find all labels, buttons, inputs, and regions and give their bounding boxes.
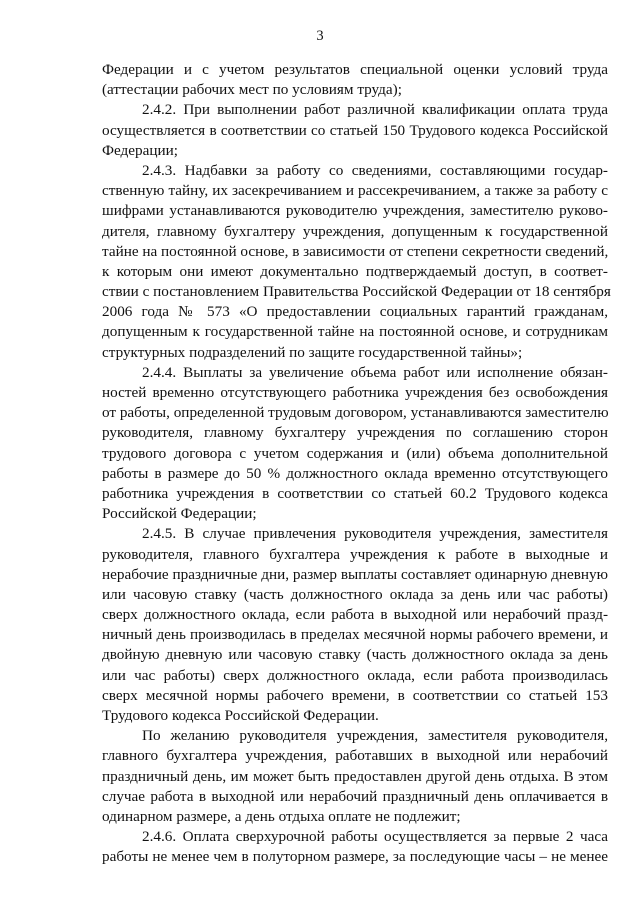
text-line: работы не менее чем в полуторном размере, за последующие часы – не менее xyxy=(102,848,608,866)
text-line: Федерации и с учетом результатов специальной оценки условий труда xyxy=(102,61,608,78)
text-line: ничный день производилась в пределах месячной нормы рабочего времени, и xyxy=(102,626,608,644)
text-line: к которым они имеют документально подтверждаемый доступ, в соответ- xyxy=(102,262,608,280)
text-line: сверх должностного оклада, если работа в выходной или нерабочий празд- xyxy=(102,606,608,624)
text-line: сверх месячной нормы рабочего времени, в соответствии со статьей 153 xyxy=(102,686,608,704)
text-line: ственную тайну, их засекречиванием и рассекречиванием, а также за работу с xyxy=(102,182,608,200)
text-line: случае работа в выходной или нерабочий праздничный день оплачивается в xyxy=(102,787,608,805)
text-line: шифрами устанавливаются руководителю учреждения, заместителю руково- xyxy=(102,202,608,220)
text-line: (аттестации рабочих мест по условиям труда); xyxy=(102,81,402,99)
text-line: Федерации; xyxy=(102,141,178,159)
text-line: нерабочие праздничные дни, размер выплаты составляет одинарную дневную xyxy=(102,565,608,583)
text-line: двойную дневную или часовую ставку (часть должностного оклада за день xyxy=(102,646,608,664)
text-line: 2.4.2. При выполнении работ различной квалификации оплата труда xyxy=(142,101,608,119)
text-line: 2.4.3. Надбавки за работу со сведениями, составляющими государ- xyxy=(142,161,608,179)
text-line: 2006 года № 573 «О предоставлении социальных гарантий гражданам, xyxy=(102,303,608,321)
text-line: 2.4.5. В случае привлечения руководителя учреждения, заместителя xyxy=(142,525,608,543)
text-line: Российской Федерации; xyxy=(102,505,257,523)
text-line: ствии с постановлением Правительства Российской Федерации от 18 сентября xyxy=(102,283,611,301)
text-line: работы в размере до 50 % должностного оклада временно отсутствующего xyxy=(102,464,608,482)
text-line: ностей временно отсутствующего работника учреждения без освобождения xyxy=(102,384,608,401)
text-line: руководителя, главному бухгалтеру учреждения по соглашению сторон xyxy=(102,424,608,442)
text-line: дителя, главному бухгалтеру учреждения, допущенным к государственной xyxy=(102,222,608,240)
text-line: По желанию руководителя учреждения, заместителя руководителя, xyxy=(142,727,608,745)
text-line: допущенным к государственной тайне на постоянной основе, и сотрудникам xyxy=(102,323,608,341)
text-line: Трудового кодекса Российской Федерации. xyxy=(102,707,379,724)
text-line: тайне на постоянной основе, в зависимости от степени секретности сведений, xyxy=(102,242,609,260)
text-line: работника учреждения в соответствии со статьей 60.2 Трудового кодекса xyxy=(102,484,608,502)
text-line: руководителя, главного бухгалтера учреждения к работе в выходные и xyxy=(102,545,608,563)
text-line: одинарном размере, а день отдыха оплате не подлежит; xyxy=(102,807,461,825)
text-line: трудового договора с учетом содержания и (или) объема дополнительной xyxy=(102,444,608,462)
text-line: от работы, определенной трудовым договором, устанавливаются заместителю xyxy=(102,404,609,422)
text-line: осуществляется в соответствии со статьей 150 Трудового кодекса Российской xyxy=(102,121,608,139)
text-line: главного бухгалтера учреждения, работавших в выходной или нерабочий xyxy=(102,747,608,765)
text-line: 2.4.6. Оплата сверхурочной работы осуществляется за первые 2 часа xyxy=(142,828,608,846)
text-line: или часовую ставку (часть должностного оклада за день или час работы) xyxy=(102,585,608,603)
text-line: праздничный день, им может быть предоставлен другой день отдыха. В этом xyxy=(102,767,608,785)
document-body xyxy=(102,60,611,868)
text-line: структурных подразделений по защите государственной тайны»; xyxy=(102,343,523,361)
page-number: 3 xyxy=(316,28,324,44)
text-line: 2.4.4. Выплаты за увеличение объема работ или исполнение обязан- xyxy=(142,363,608,381)
text-line: или час работы) сверх должностного оклада, если работа производилась xyxy=(102,666,608,684)
